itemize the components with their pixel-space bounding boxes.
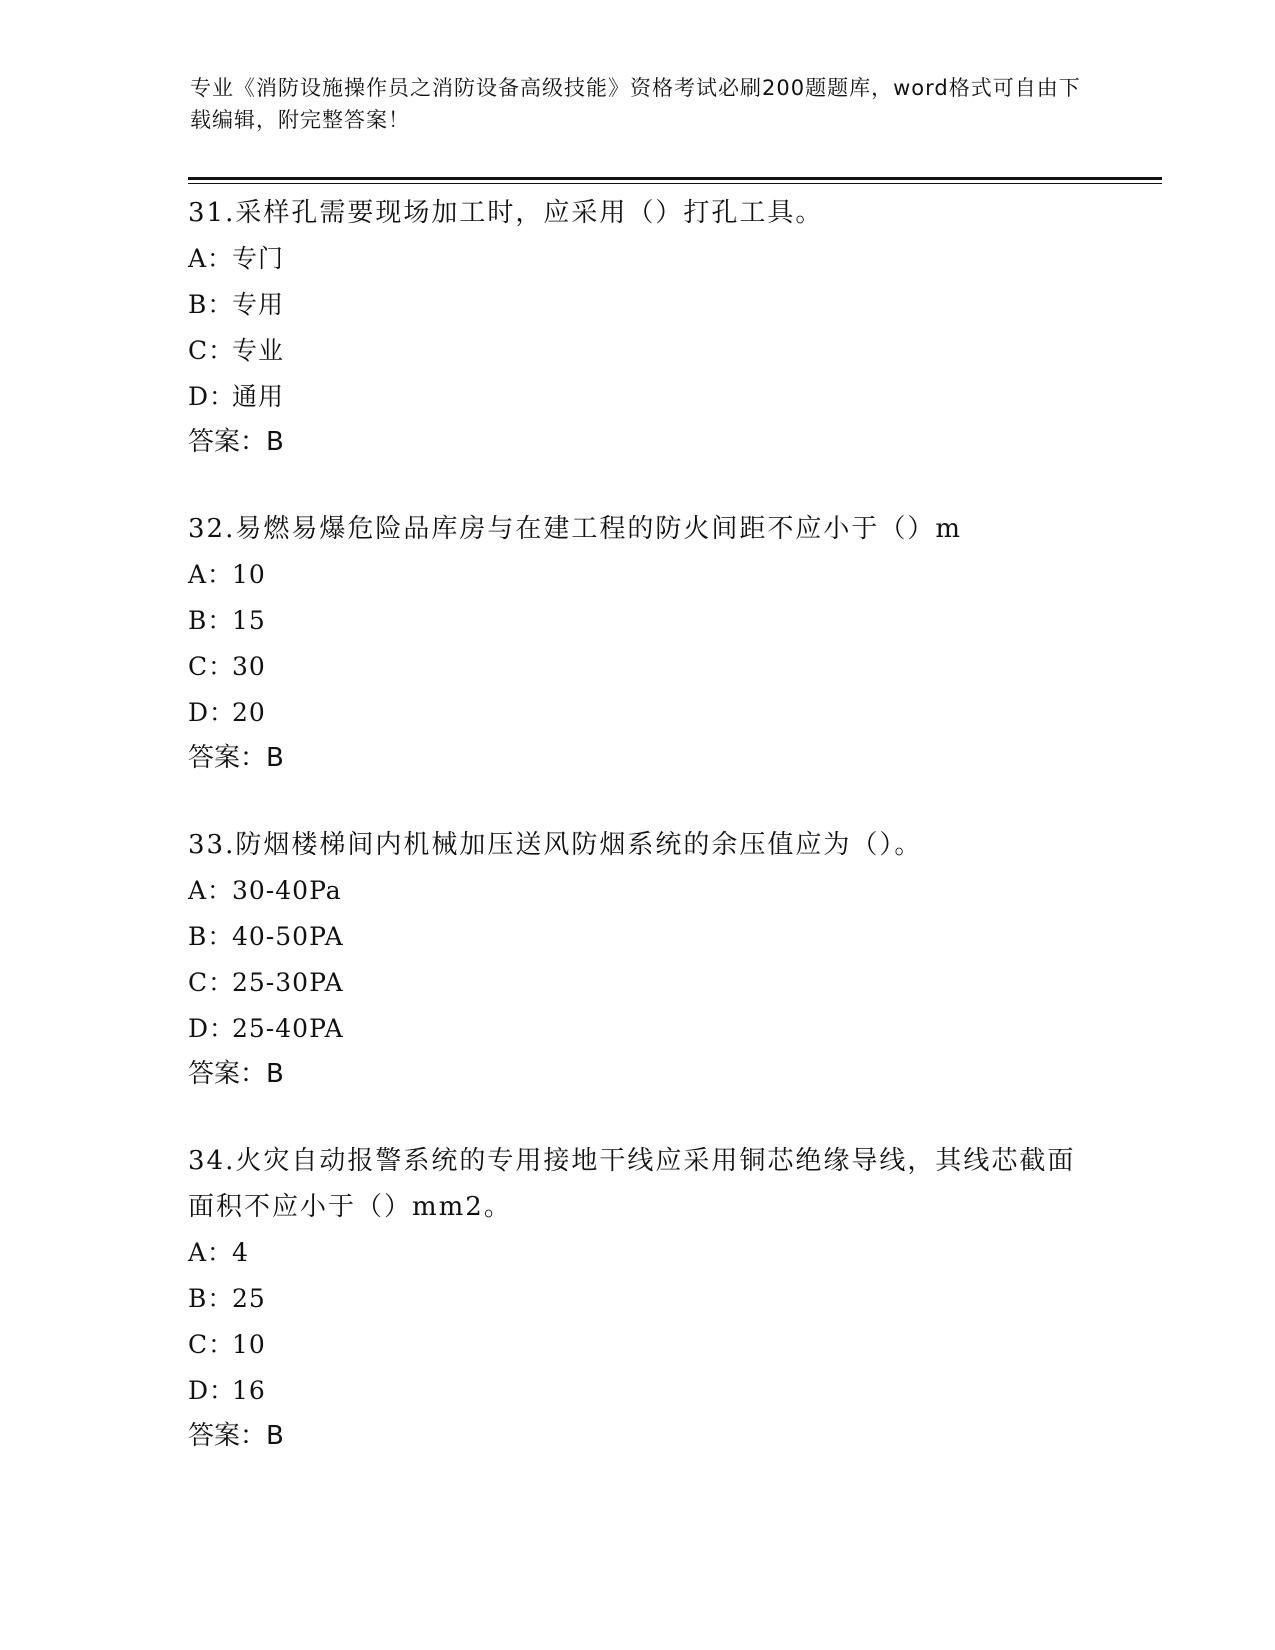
option-letter: A： — [188, 560, 234, 589]
option-letter: B： — [188, 1284, 234, 1313]
question-list — [188, 190, 1088, 1500]
option-text: 16 — [232, 1376, 266, 1405]
option-b — [188, 598, 1088, 644]
option-letter: D： — [188, 698, 236, 727]
option-a — [188, 1230, 1088, 1276]
option-c — [188, 1322, 1088, 1368]
question-stem: 32.易燃易爆危险品库房与在建工程的防火间距不应小于（）m — [188, 514, 963, 544]
answer-line: 答案：B — [188, 427, 284, 457]
option-letter: C： — [188, 652, 235, 681]
question-32 — [188, 506, 1088, 780]
option-a — [188, 552, 1088, 598]
option-text: 4 — [232, 1238, 249, 1267]
answer-line: 答案：B — [188, 1421, 284, 1451]
option-d — [188, 1006, 1088, 1052]
option-text: 40-50PA — [232, 922, 344, 951]
option-b — [188, 282, 1088, 328]
header-divider-thin — [188, 183, 1162, 184]
question-stem: 34.火灾自动报警系统的专用接地干线应采用铜芯绝缘导线，其线芯截面面积不应小于（）mm2。 — [188, 1146, 1076, 1222]
option-b — [188, 914, 1088, 960]
option-letter: D： — [188, 382, 236, 411]
option-c — [188, 960, 1088, 1006]
option-letter: C： — [188, 1330, 235, 1359]
option-text: 25-40PA — [232, 1014, 344, 1043]
option-d — [188, 690, 1088, 736]
document-intro: 专业《消防设施操作员之消防设备高级技能》资格考试必刷200题题库，word格式可自由下载编辑，附完整答案！ — [190, 76, 1081, 132]
question-stem: 31.采样孔需要现场加工时，应采用（）打孔工具。 — [188, 198, 824, 228]
question-stem: 33.防烟楼梯间内机械加压送风防烟系统的余压值应为（）。 — [188, 830, 923, 860]
option-letter: B： — [188, 922, 234, 951]
option-text: 25 — [232, 1284, 266, 1313]
option-letter: C： — [188, 968, 235, 997]
option-text: 专业 — [232, 336, 285, 365]
option-letter: D： — [188, 1014, 236, 1043]
option-text: 20 — [232, 698, 266, 727]
question-34 — [188, 1138, 1088, 1458]
option-text: 30-40Pa — [232, 876, 342, 905]
question-33 — [188, 822, 1088, 1096]
option-letter: A： — [188, 876, 234, 905]
option-d — [188, 374, 1088, 420]
option-letter: D： — [188, 1376, 236, 1405]
option-text: 15 — [232, 606, 266, 635]
option-text: 30 — [232, 652, 266, 681]
option-text: 10 — [232, 1330, 266, 1359]
option-c — [188, 328, 1088, 374]
question-31 — [188, 190, 1088, 464]
option-d — [188, 1368, 1088, 1414]
option-c — [188, 644, 1088, 690]
option-a — [188, 868, 1088, 914]
answer-line: 答案：B — [188, 743, 284, 773]
option-text: 专用 — [232, 290, 285, 319]
option-letter: A： — [188, 1238, 234, 1267]
option-a — [188, 236, 1088, 282]
header-divider-thick — [188, 177, 1162, 180]
option-letter: B： — [188, 606, 234, 635]
option-letter: B： — [188, 290, 234, 319]
option-text: 通用 — [232, 382, 285, 411]
option-b — [188, 1276, 1088, 1322]
option-text: 专门 — [232, 244, 285, 273]
option-text: 25-30PA — [232, 968, 344, 997]
option-text: 10 — [232, 560, 266, 589]
option-letter: A： — [188, 244, 234, 273]
option-letter: C： — [188, 336, 235, 365]
answer-line: 答案：B — [188, 1059, 284, 1089]
